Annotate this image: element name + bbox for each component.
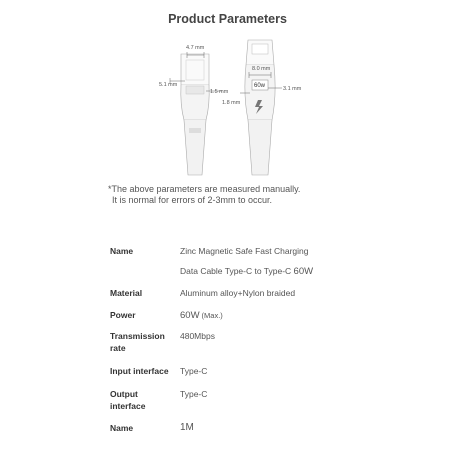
spec-label bbox=[110, 388, 176, 412]
right-cable-illustration bbox=[245, 40, 275, 175]
spec-value-line-2 bbox=[180, 265, 370, 278]
spec-value-text: Data Cable Type-C to Type-C bbox=[180, 266, 294, 276]
spec-value-power: 60W bbox=[180, 310, 200, 321]
page-title: Product Parameters bbox=[168, 12, 287, 26]
spec-value-line-1: Zinc Magnetic Safe Fast Charging bbox=[180, 246, 309, 256]
spec-label: Input interface bbox=[110, 366, 169, 376]
dim-label-right: 3.1 mm bbox=[283, 86, 302, 92]
dim-label-top-left: 4.7 mm bbox=[186, 45, 205, 51]
dim-label-left-right: 1.5 mm bbox=[210, 89, 229, 95]
spec-value bbox=[180, 309, 370, 322]
spec-label-line-1: Transmission bbox=[110, 331, 165, 341]
spec-label-line-1: Output bbox=[110, 389, 138, 399]
spec-value: 480Mbps bbox=[180, 331, 215, 341]
spec-label-line-2: rate bbox=[110, 343, 126, 353]
note-line-2: It is normal for errors of 2-3mm to occur. bbox=[112, 195, 273, 205]
spec-value: Aluminum alloy+Nylon braided bbox=[180, 288, 296, 298]
dim-label-right-lower: 1.8 mm bbox=[222, 100, 241, 106]
dim-label-top-right: 8.0 mm bbox=[252, 66, 271, 72]
measurement-notes bbox=[108, 184, 300, 206]
spec-label: Material bbox=[110, 288, 143, 298]
spec-value-suffix: (Max.) bbox=[201, 311, 223, 320]
cable-dimension-diagram bbox=[0, 0, 455, 185]
note-line-1: *The above parameters are measured manually. bbox=[108, 184, 301, 194]
dim-label-left: 5.1 mm bbox=[159, 82, 178, 88]
spec-value bbox=[180, 245, 370, 278]
spec-value: 1M bbox=[180, 422, 194, 433]
spec-value-power: 60W bbox=[293, 266, 314, 277]
spec-value: Type-C bbox=[180, 366, 208, 376]
spec-label bbox=[110, 330, 176, 354]
spec-label-line-2: interface bbox=[110, 401, 146, 411]
spec-label: Name bbox=[110, 246, 134, 256]
connector-badge: 60w bbox=[254, 83, 266, 89]
left-cable-illustration bbox=[181, 54, 209, 175]
spec-label: Power bbox=[110, 310, 136, 320]
spec-label: Name bbox=[110, 423, 134, 433]
spec-value: Type-C bbox=[180, 389, 208, 399]
